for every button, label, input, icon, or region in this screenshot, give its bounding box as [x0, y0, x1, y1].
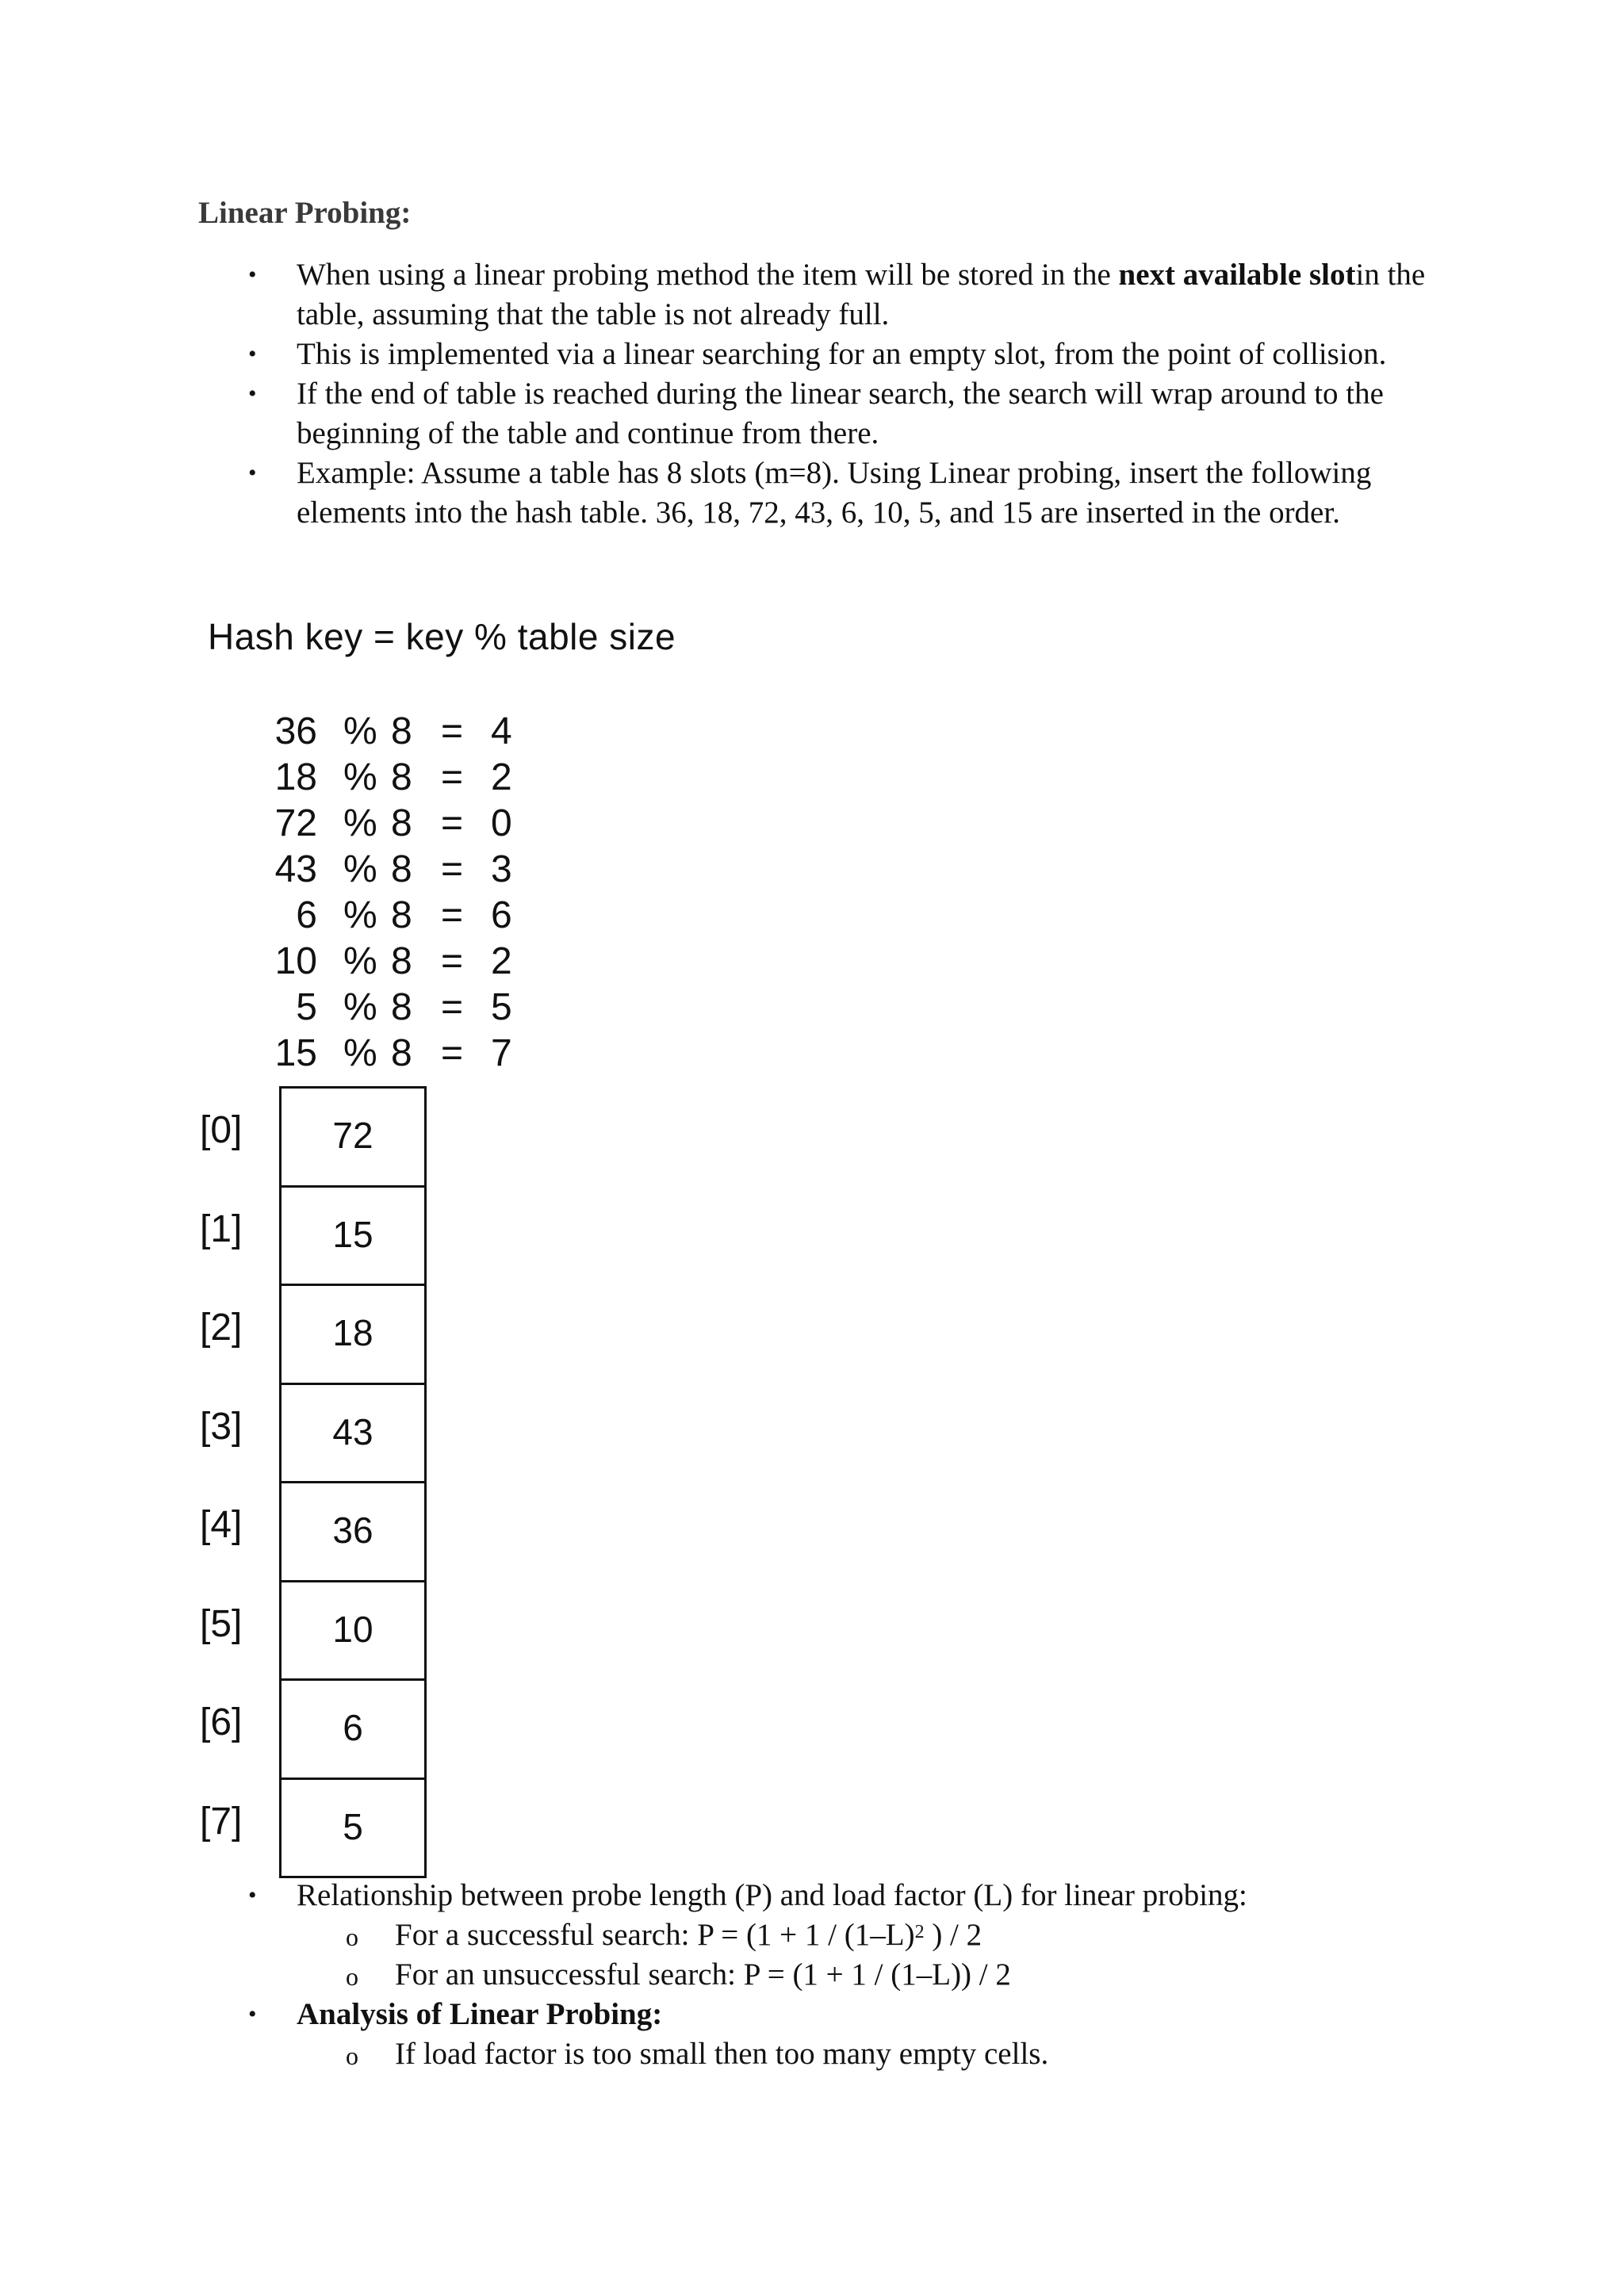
calc-operator: %	[343, 848, 377, 890]
calc-key: 72	[274, 802, 317, 844]
slot-index: [5]	[200, 1602, 243, 1645]
list-item	[0, 335, 1624, 374]
circle-bullet-icon: o	[346, 1962, 358, 1991]
calc-operator: %	[343, 1032, 377, 1074]
calc-modulus: 8	[391, 1032, 412, 1074]
slot-index: [1]	[200, 1207, 243, 1250]
slot-index: [4]	[200, 1504, 243, 1546]
circle-bullet-icon: o	[346, 2042, 358, 2070]
calc-modulus: 8	[391, 940, 412, 982]
slot-value: 15	[279, 1185, 427, 1284]
successful-formula: For a successful search: $P = (1 + 1 / (1-L)^2$ ) / 2	[395, 1918, 982, 1952]
calc-key: 36	[274, 710, 317, 752]
calc-modulus: 8	[391, 848, 412, 890]
sub-list-item	[0, 1955, 1624, 1995]
section-heading: Linear Probing:	[198, 196, 412, 230]
sub-list-item	[0, 1915, 1624, 1955]
calc-operator: %	[343, 710, 377, 752]
analysis-title: Analysis of Linear Probing:	[297, 1997, 663, 2031]
slot-value: 36	[279, 1481, 427, 1580]
bullet-text: If the end of table is reached during the linear search, the search will wrap around to the beginning of the table and continue from there.	[297, 377, 1384, 450]
calc-result: 5	[491, 986, 512, 1028]
calc-operator: %	[343, 894, 377, 936]
intro-bullet-list	[0, 255, 1624, 533]
calc-equals: =	[441, 756, 464, 798]
hash-formula: Hash key = key % table size	[208, 616, 676, 657]
slot-value: 43	[279, 1383, 427, 1482]
calc-result: 2	[491, 756, 512, 798]
bullet-text: Example: Assume a table has 8 slots (m=8). Using Linear probing, insert the following elements into the hash table. 36, 18, 72, 43, 6, 10, 5, and 15 are inserted in the order.	[297, 456, 1372, 530]
slot-index: [3]	[200, 1405, 243, 1448]
list-item	[0, 1995, 1624, 2034]
bold-phrase: next available slot	[1118, 258, 1356, 292]
calc-key: 5	[296, 986, 317, 1028]
bullet-icon: •	[248, 460, 257, 486]
calc-result: 2	[491, 940, 512, 982]
bullet-text: When using a linear probing method the item will be stored in the next available slotin the table, assuming that the table is not already full.	[297, 258, 1426, 331]
slot-value: 10	[279, 1580, 427, 1679]
calc-equals: =	[441, 940, 464, 982]
analysis-bullet-list	[0, 1876, 1624, 2074]
calc-key: 43	[274, 848, 317, 890]
calc-modulus: 8	[391, 802, 412, 844]
list-item	[0, 1876, 1624, 1915]
calc-result: 6	[491, 894, 512, 936]
calc-key: 15	[274, 1032, 317, 1074]
bullet-icon: •	[248, 1882, 257, 1908]
calc-operator: %	[343, 802, 377, 844]
list-item	[0, 255, 1624, 335]
calc-result: 4	[491, 710, 512, 752]
slot-index: [7]	[200, 1800, 243, 1843]
slot-value: 72	[279, 1086, 427, 1185]
slot-index: [2]	[200, 1307, 243, 1349]
calc-result: 7	[491, 1032, 512, 1074]
calc-equals: =	[441, 802, 464, 844]
unsuccessful-formula: For an unsuccessful search: P = (1 + 1 / (1–L)) / 2	[395, 1957, 1011, 1992]
bullet-icon: •	[248, 2001, 257, 2027]
bullet-icon: •	[248, 381, 257, 407]
bullet-icon: •	[248, 262, 257, 288]
calc-modulus: 8	[391, 756, 412, 798]
bullet-icon: •	[248, 341, 257, 367]
analysis-point: If load factor is too small then too many empty cells.	[395, 2037, 1049, 2071]
circle-bullet-icon: o	[346, 1923, 358, 1951]
relationship-text: Relationship between probe length (P) and load factor (L) for linear probing:	[297, 1878, 1247, 1912]
sub-list-item	[0, 2034, 1624, 2074]
calc-equals: =	[441, 894, 464, 936]
slot-index: [0]	[200, 1109, 243, 1151]
slot-value: 6	[279, 1678, 427, 1777]
calc-result: 3	[491, 848, 512, 890]
calc-operator: %	[343, 756, 377, 798]
bullet-text: This is implemented via a linear searching for an empty slot, from the point of collision.	[297, 337, 1387, 371]
calc-modulus: 8	[391, 986, 412, 1028]
calc-equals: =	[441, 710, 464, 752]
calc-modulus: 8	[391, 894, 412, 936]
calc-equals: =	[441, 848, 464, 890]
calc-key: 18	[274, 756, 317, 798]
calc-key: 6	[296, 894, 317, 936]
slot-value: 5	[279, 1777, 427, 1879]
calc-equals: =	[441, 1032, 464, 1074]
calc-operator: %	[343, 986, 377, 1028]
list-item	[0, 453, 1624, 533]
calc-result: 0	[491, 802, 512, 844]
calc-key: 10	[274, 940, 317, 982]
slot-index: [6]	[200, 1701, 243, 1743]
list-item	[0, 374, 1624, 453]
calc-operator: %	[343, 940, 377, 982]
calc-modulus: 8	[391, 710, 412, 752]
slot-value: 18	[279, 1284, 427, 1383]
calc-equals: =	[441, 986, 464, 1028]
